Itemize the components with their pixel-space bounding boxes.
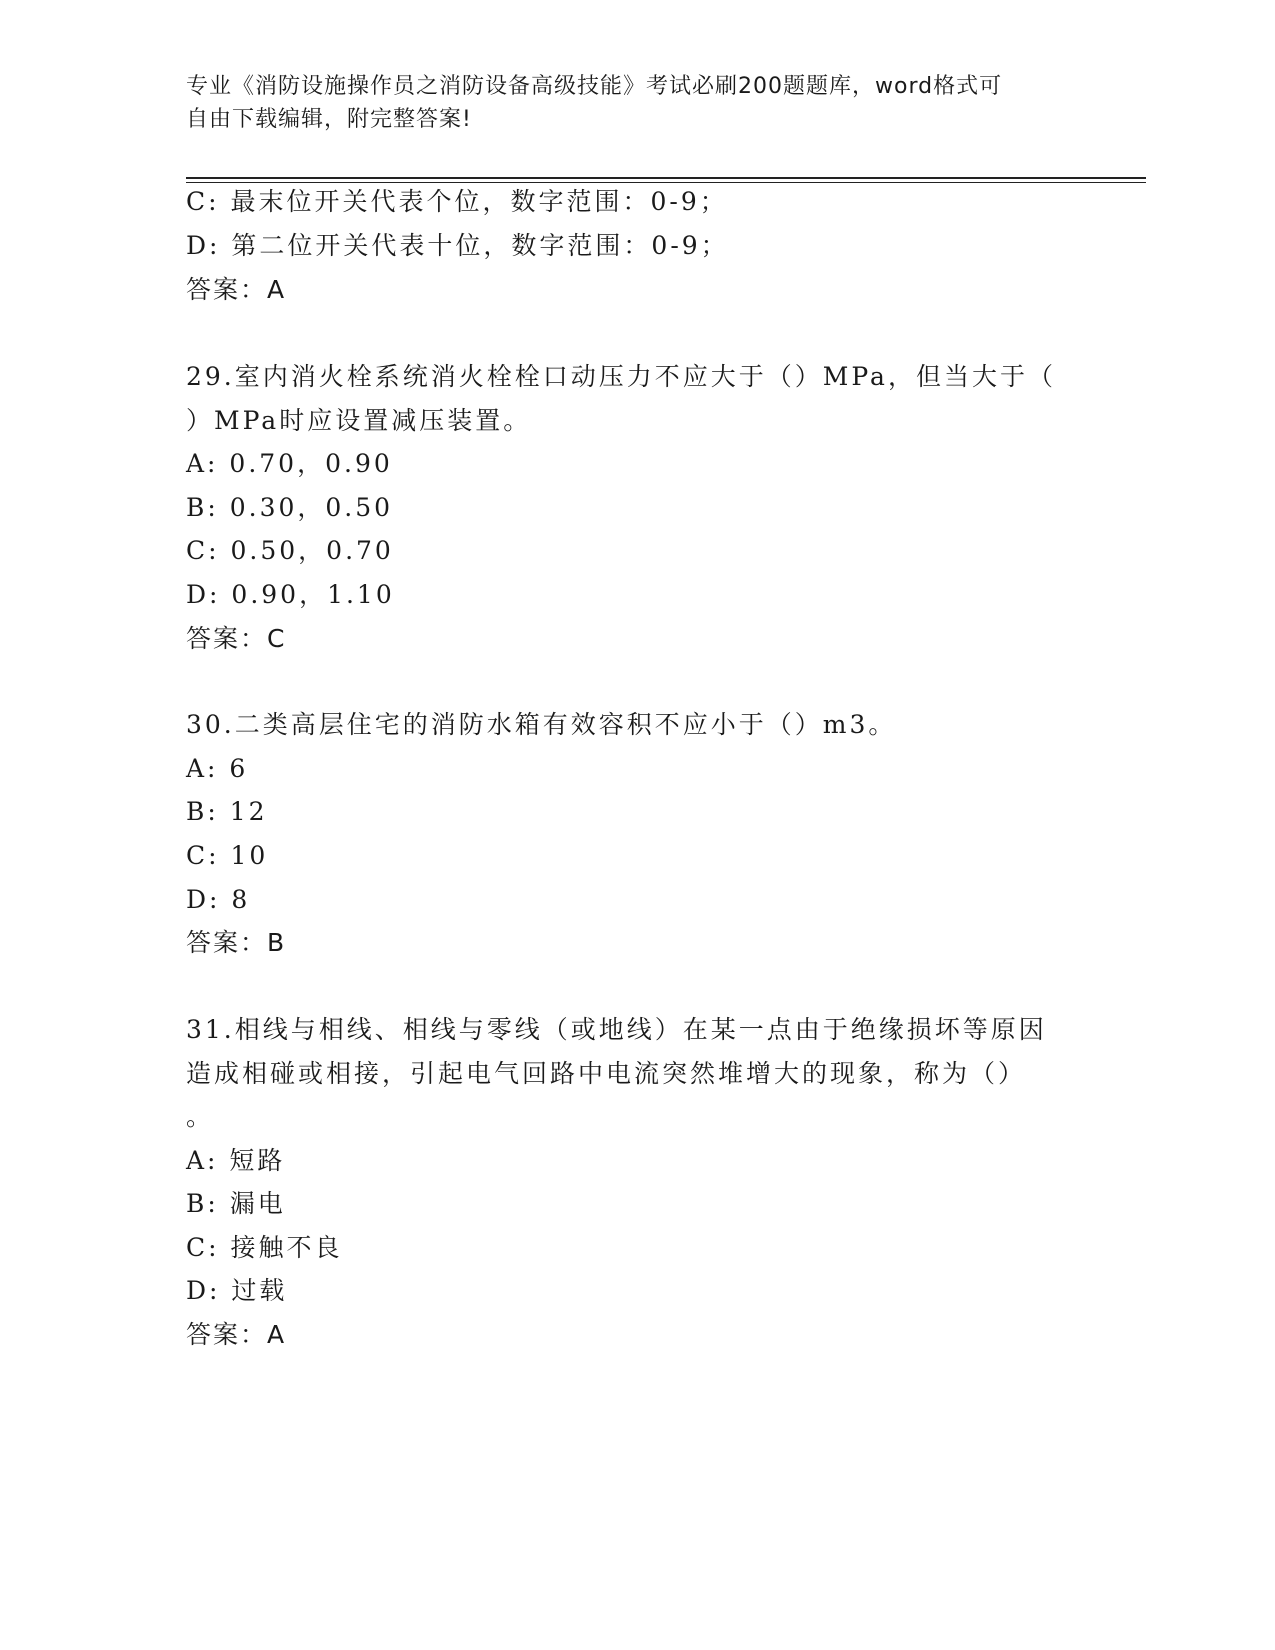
q31-option-b: B: 漏电 (186, 1189, 286, 1218)
q30-stem-line-1: 30.二类高层住宅的消防水箱有效容积不应小于（）m3。 (186, 710, 897, 739)
q29-option-a: A: 0.70，0.90 (186, 449, 393, 478)
q31-stem-line-1: 31.相线与相线、相线与零线（或地线）在某一点由于绝缘损坏等原因 (186, 1015, 1047, 1044)
q30-option-b: B: 12 (186, 797, 268, 826)
q31-answer: 答案：A (186, 1320, 287, 1349)
q31-stem-line-3: 。 (186, 1102, 215, 1131)
q30-option-c: C: 10 (186, 841, 269, 870)
q29-answer: 答案：C (186, 624, 287, 653)
document-header (186, 70, 1066, 136)
prev-option-d: D: 第二位开关代表十位，数字范围：0-9； (186, 231, 729, 260)
q29-stem-line-1: 29.室内消火栓系统消火栓栓口动压力不应大于（）MPa，但当大于（ (186, 362, 1056, 391)
q29-option-c: C: 0.50，0.70 (186, 536, 394, 565)
q29-stem-line-2: ）MPa时应设置减压装置。 (186, 406, 532, 435)
prev-option-c: C: 最末位开关代表个位，数字范围：0-9； (186, 187, 728, 216)
prev-answer: 答案：A (186, 275, 287, 304)
header-divider-thin (186, 182, 1146, 183)
header-line-1: 专业《消防设施操作员之消防设备高级技能》考试必刷200题题库，word格式可 (186, 74, 1003, 99)
q31-option-c: C: 接触不良 (186, 1233, 343, 1262)
q31-option-d: D: 过载 (186, 1276, 288, 1305)
header-divider-thick (186, 177, 1146, 179)
q30-answer: 答案：B (186, 928, 287, 957)
q31-stem-line-2: 造成相碰或相接，引起电气回路中电流突然堆增大的现象，称为（） (186, 1059, 1027, 1088)
header-line-2: 自由下载编辑，附完整答案! (186, 107, 472, 132)
q30-option-d: D: 8 (186, 885, 251, 914)
q29-option-b: B: 0.30，0.50 (186, 493, 394, 522)
q31-option-a: A: 短路 (186, 1146, 286, 1175)
q29-option-d: D: 0.90，1.10 (186, 580, 395, 609)
q30-option-a: A: 6 (186, 754, 249, 783)
